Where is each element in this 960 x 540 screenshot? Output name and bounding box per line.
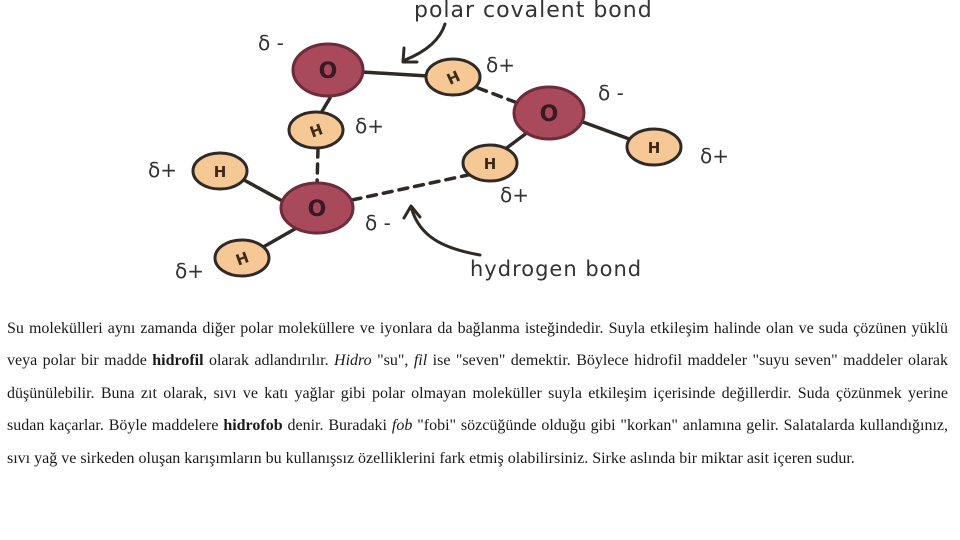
- body-paragraph: [7, 313, 948, 475]
- svg-text:O: O: [539, 102, 559, 127]
- paragraph-text: "fobi" sözcüğünde olduğu gibi "korkan" anlamına gelir. Salatalarda kullandığınız, sıvı yağ ve sirkeden oluşan karışımların bu kullanışsız özelliklerini fark etmiş olabilirsiniz. Sirke aslında bir miktar asit içeren sudur.: [7, 417, 949, 467]
- emphasis-fil: fil: [413, 352, 428, 370]
- oxygen-atom: [281, 183, 353, 233]
- paragraph-text: "su",: [371, 352, 414, 370]
- emphasis-fob: fob: [391, 417, 413, 435]
- delta-minus-label: δ -: [598, 81, 624, 105]
- delta-minus-label: δ -: [258, 31, 284, 55]
- paragraph-text: denir. Buradaki: [282, 417, 392, 435]
- svg-text:H: H: [647, 139, 661, 157]
- paragraph-text: ise "seven" demektir. Böylece hidrofil maddeler "suyu seven" maddeler olarak düşünülebilir. Buna zıt olarak, sıvı ve katı yağlar gibi polar olmayan moleküller suyla etkileşim içerisinde değillerdir. Suda çözünmek yerine sudan kaçarlar. Böyle maddelere: [7, 352, 949, 435]
- oxygen-atom: [514, 87, 584, 139]
- hydrogen-bond-arrow: [412, 210, 480, 255]
- delta-plus-label: δ+: [700, 144, 729, 168]
- svg-text:H: H: [213, 163, 227, 181]
- svg-text:H: H: [233, 248, 252, 270]
- delta-plus-label: δ+: [486, 53, 515, 77]
- hydrogen-atom: [426, 59, 480, 95]
- covalent-bond-arrow: [405, 24, 445, 60]
- term-hydrophobic: hidrofob: [223, 417, 283, 435]
- hydrogen-atom: [289, 112, 343, 148]
- hydrogen-atom: [463, 145, 517, 181]
- hydrogen-atom: [193, 153, 247, 189]
- svg-text:H: H: [483, 155, 497, 173]
- delta-plus-label: δ+: [148, 158, 177, 182]
- paragraph-text: Su molekülleri aynı zamanda diğer polar moleküllere ve iyonlara da bağlanma isteğindedir. Suyla etkileşim halinde olan ve suda çözünen yüklü veya polar bir madde: [7, 320, 948, 370]
- hydrogen-atom: [215, 240, 269, 276]
- hydrogen-atom: [627, 129, 681, 165]
- emphasis-hidro: Hidro: [334, 352, 372, 370]
- polar-covalent-bond-label: polar covalent bond: [414, 0, 653, 23]
- svg-text:O: O: [307, 197, 327, 222]
- delta-minus-label: δ -: [365, 211, 391, 235]
- oxygen-atom: [293, 44, 363, 96]
- delta-plus-label: δ+: [355, 114, 384, 138]
- hydrogen-bond-label: hydrogen bond: [470, 257, 643, 281]
- svg-text:H: H: [443, 67, 463, 89]
- svg-text:O: O: [318, 59, 338, 84]
- delta-plus-label: δ+: [175, 259, 204, 283]
- term-hydrophilic: hidrofil: [152, 352, 204, 370]
- delta-plus-label: δ+: [500, 183, 529, 207]
- svg-text:H: H: [307, 120, 326, 142]
- paragraph-text: olarak adlandırılır.: [203, 352, 335, 370]
